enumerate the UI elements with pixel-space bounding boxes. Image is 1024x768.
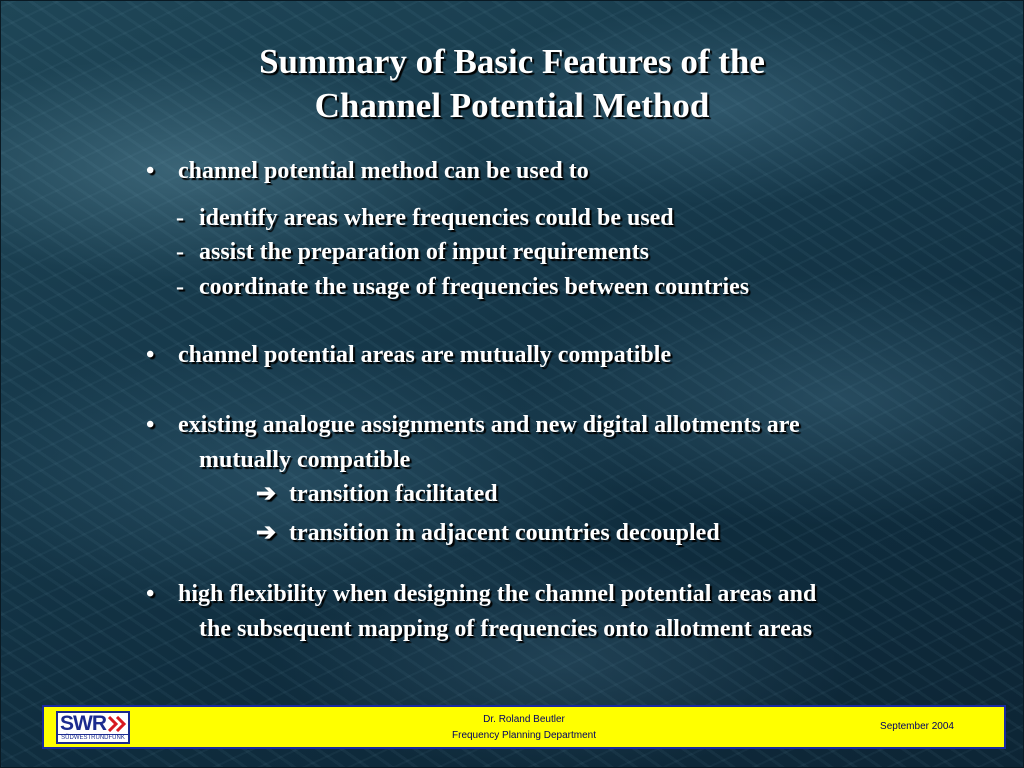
bullet-1-subitem-3: coordinate the usage of frequencies between countries [199, 274, 750, 300]
footer-date: September 2004 [880, 721, 954, 732]
bullet-1-subitem-1: identify areas where frequencies could be used [199, 205, 674, 231]
footer-author: Dr. Roland Beutler [483, 714, 565, 725]
bullet-dot: • [146, 412, 155, 438]
swr-logo-text: SWR [60, 712, 106, 735]
slide-title [0, 40, 1024, 128]
bullet-3-arrow-2: transition in adjacent countries decoupled [289, 520, 720, 546]
arrow-icon: ➔ [256, 481, 277, 507]
bullet-3-continuation: mutually compatible [199, 447, 411, 473]
slide-title-line-1: Summary of Basic Features of the [259, 42, 765, 81]
dash-mark: - [176, 239, 184, 265]
dash-mark: - [176, 205, 184, 231]
bullet-3-text: existing analogue assignments and new digital allotments are [178, 412, 800, 438]
bullet-1-subitem-2: assist the preparation of input requirements [199, 239, 650, 265]
bullet-dot: • [146, 581, 155, 607]
footer-department: Frequency Planning Department [452, 730, 596, 741]
bullet-dot: • [146, 158, 155, 184]
dash-mark: - [176, 274, 184, 300]
bullet-4-text: high flexibility when designing the channel potential areas and [178, 581, 817, 607]
bullet-1-text: channel potential method can be used to [178, 158, 589, 184]
footer-credits [44, 712, 1004, 744]
bullet-4-continuation: the subsequent mapping of frequencies onto allotment areas [199, 616, 813, 642]
bullet-2-text: channel potential areas are mutually compatible [178, 342, 672, 368]
footer-bar [42, 705, 1006, 749]
slide-title-line-2: Channel Potential Method [314, 86, 710, 125]
bullet-dot: • [146, 342, 155, 368]
arrow-icon: ➔ [256, 520, 277, 546]
bullet-3-arrow-1: transition facilitated [289, 481, 498, 507]
swr-logo-subtext: SÜDWESTRUNDFUNK [58, 734, 128, 742]
